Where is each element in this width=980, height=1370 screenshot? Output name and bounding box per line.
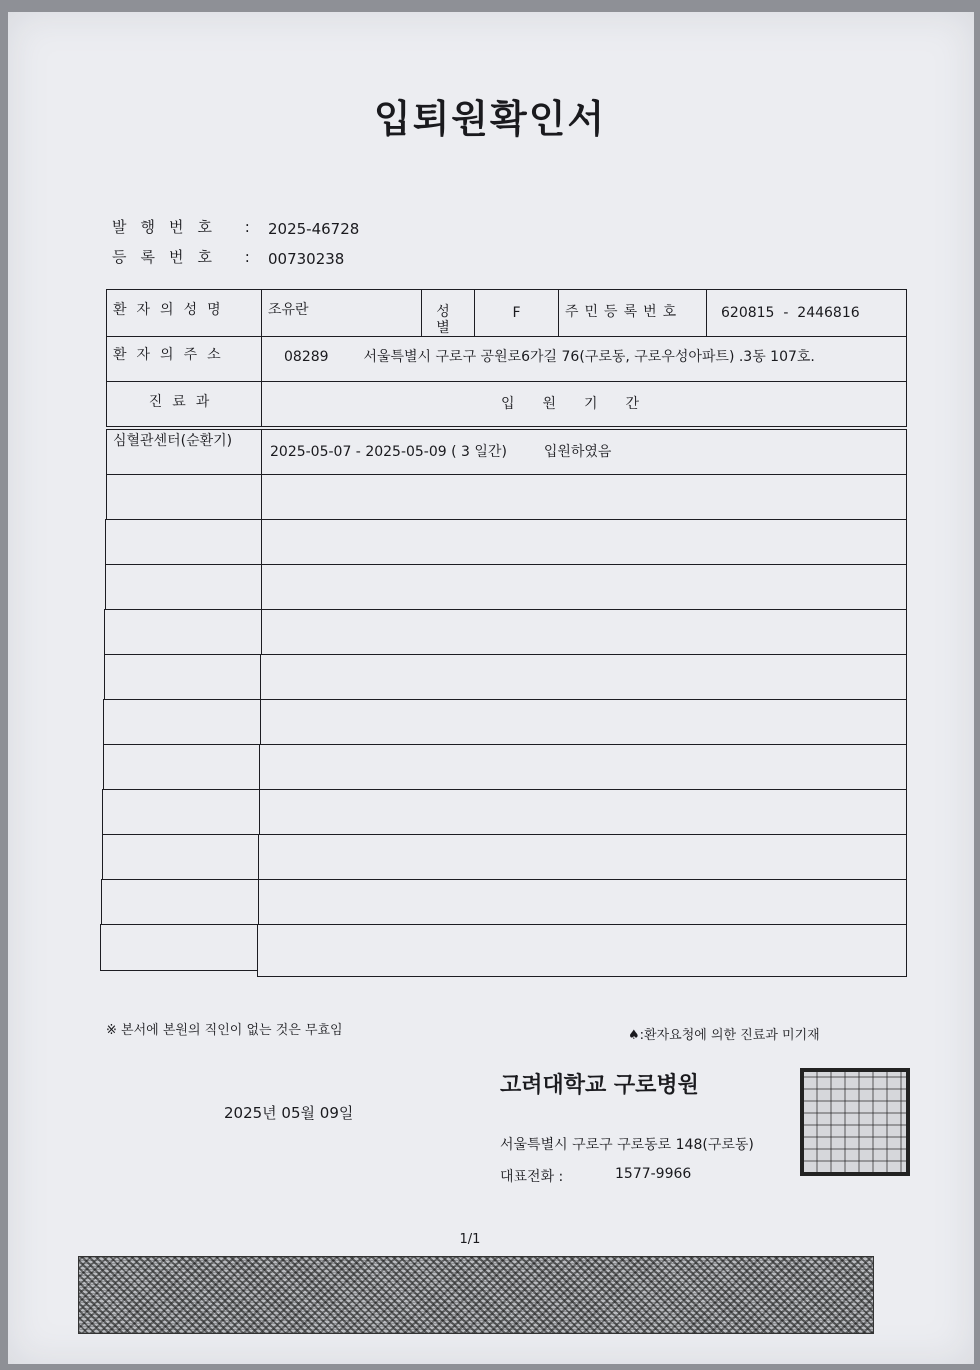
empty-period-cell bbox=[258, 834, 907, 880]
patient-sex: F bbox=[474, 289, 559, 337]
empty-dept-cell bbox=[104, 609, 262, 655]
patient-address-cell bbox=[261, 336, 907, 382]
admission-note: 입원하였음 bbox=[543, 444, 612, 460]
document-title: 입퇴원확인서 bbox=[373, 97, 607, 141]
page-number: 1/1 bbox=[459, 1232, 481, 1247]
period-cell bbox=[261, 429, 907, 475]
empty-period-cell bbox=[260, 654, 907, 700]
hospital-address: 서울특별시 구로구 구로동로 148(구로동) bbox=[500, 1137, 754, 1153]
rrn-label: 주민등록번호 bbox=[558, 289, 707, 337]
empty-dept-cell bbox=[101, 879, 259, 925]
empty-dept-cell bbox=[100, 924, 258, 971]
sex-label: 성별 bbox=[421, 289, 475, 337]
validity-notice: ※ 본서에 본원의 직인이 없는 것은 무효임 bbox=[106, 1023, 343, 1038]
hospital-name: 고려대학교 구로병원 bbox=[500, 1073, 699, 1098]
empty-period-cell bbox=[261, 564, 907, 610]
period-header: 입원기간 bbox=[261, 381, 907, 427]
patient-rrn: 620815 - 2446816 bbox=[706, 289, 907, 337]
empty-period-cell bbox=[258, 879, 907, 925]
patient-address-label: 환자의주소 bbox=[106, 336, 262, 382]
empty-period-cell bbox=[259, 789, 907, 835]
registration-number-label: 등록번호 : bbox=[112, 248, 264, 266]
empty-period-cell bbox=[259, 744, 907, 790]
empty-dept-cell bbox=[105, 519, 262, 565]
empty-period-cell bbox=[261, 609, 907, 655]
empty-dept-cell bbox=[102, 834, 259, 880]
postal-code: 08289 bbox=[284, 349, 329, 365]
empty-period-cell bbox=[261, 519, 907, 565]
issue-date: 2025년 05월 09일 bbox=[224, 1104, 354, 1122]
patient-name-label: 환자의성명 bbox=[106, 289, 262, 337]
empty-period-cell bbox=[257, 924, 907, 977]
registration-number: 00730238 bbox=[268, 250, 345, 268]
empty-dept-cell bbox=[102, 789, 260, 835]
patient-name: 조유란 bbox=[261, 289, 422, 337]
empty-dept-cell bbox=[103, 699, 261, 745]
security-pattern-strip bbox=[78, 1256, 874, 1334]
dept-cell: 심혈관센터(순환기) bbox=[106, 429, 262, 475]
issue-number-label: 발행번호 : bbox=[112, 218, 264, 236]
phone-number: 1577-9966 bbox=[615, 1166, 692, 1182]
empty-dept-cell bbox=[103, 744, 260, 790]
empty-period-cell bbox=[260, 699, 907, 745]
empty-period-cell bbox=[261, 474, 907, 520]
phone-label: 대표전화 : bbox=[500, 1169, 564, 1185]
issue-number: 2025-46728 bbox=[268, 220, 360, 238]
admission-period: 2025-05-07 - 2025-05-09 ( 3 일간) bbox=[270, 444, 507, 460]
dept-header: 진료과 bbox=[106, 381, 262, 427]
official-seal-stamp bbox=[800, 1068, 910, 1176]
empty-dept-cell bbox=[104, 654, 261, 700]
patient-address: 서울특별시 구로구 공원로6가길 76(구로동, 구로우성아파트) .3동 107호. bbox=[363, 349, 815, 365]
empty-dept-cell bbox=[105, 564, 262, 610]
dept-omission-notice: ♠:환자요청에 의한 진료과 미기재 bbox=[628, 1028, 820, 1043]
empty-dept-cell bbox=[106, 474, 262, 520]
